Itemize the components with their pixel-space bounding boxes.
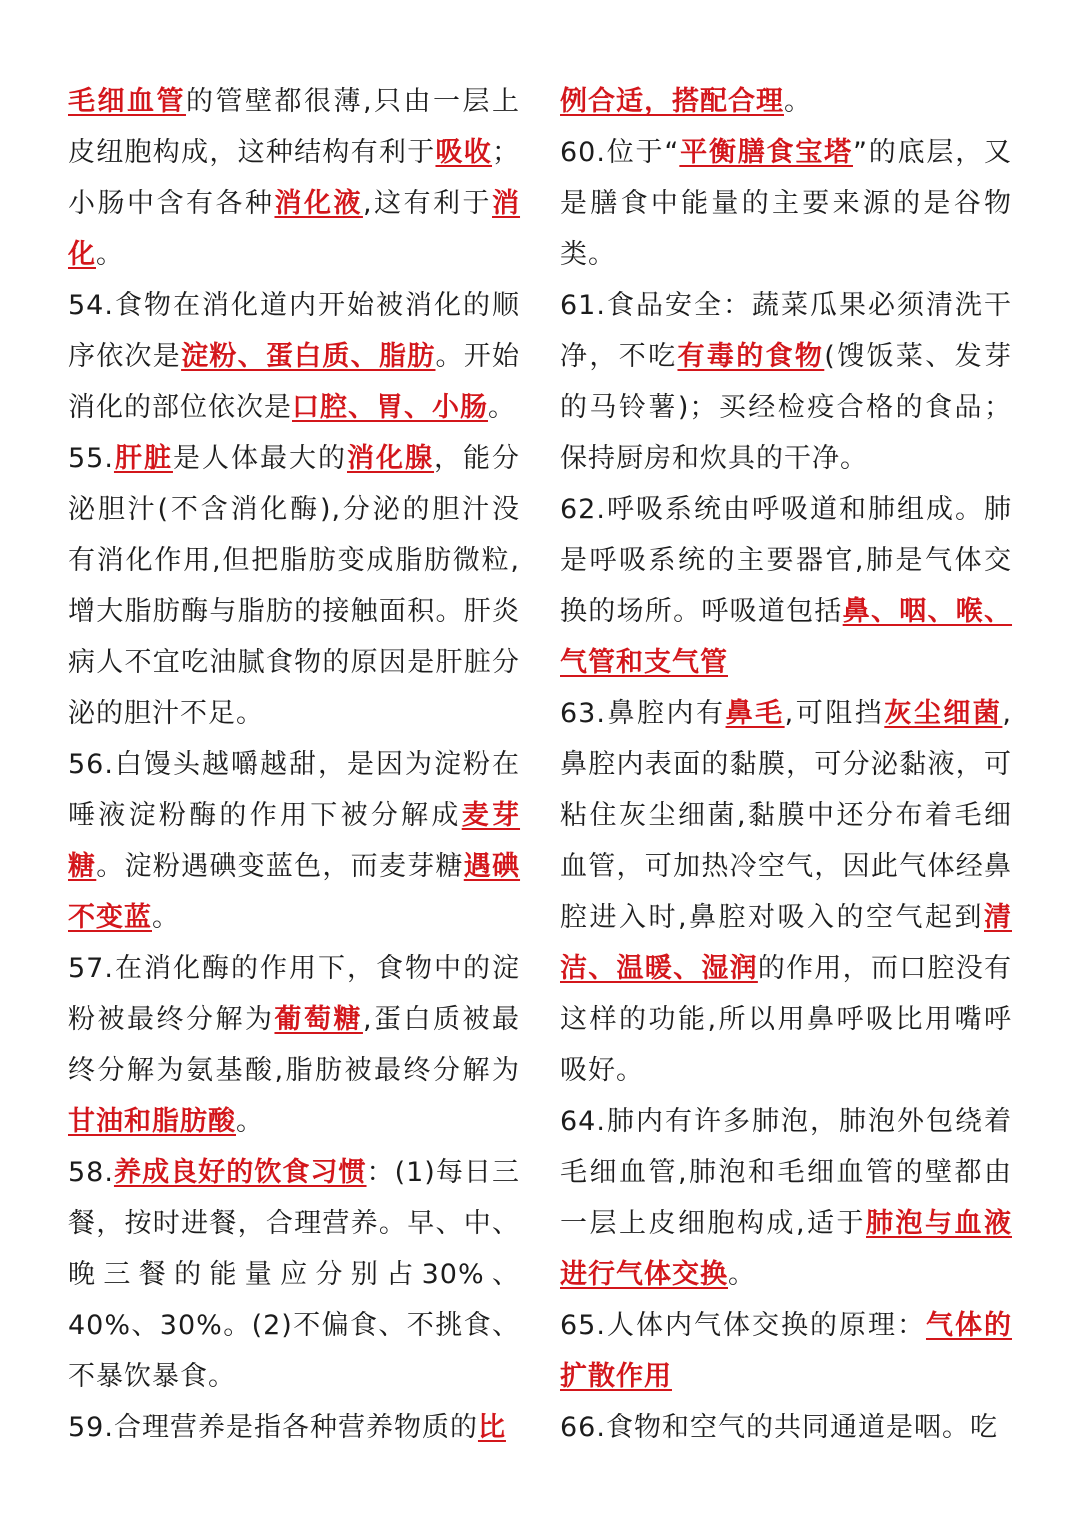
body-text: 。	[152, 902, 180, 933]
paragraph	[560, 280, 1012, 484]
body-text: 57.在消化酶的作用下，食物中的淀粉被最终分解为	[68, 953, 520, 1035]
body-text: 。	[236, 1106, 264, 1137]
body-text: ：(1)每日三餐，按时进餐，合理营养。早、中、晚三餐的能量应分别占30%、40%、30%。(2)不偏食、不挑食、不暴饮暴食。	[68, 1157, 521, 1392]
body-text: 56.白馒头越嚼越甜，是因为淀粉在唾液淀粉酶的作用下被分解成	[68, 749, 520, 831]
body-text: ，能分泌胆汁(不含消化酶),分泌的胆汁没有消化作用,但把脂肪变成脂肪微粒,增大脂肪酶与脂肪的接触面积。肝炎病人不宜吃油腻食物的原因是肝脏分泌的胆汁不足。	[68, 443, 521, 729]
paragraph	[560, 688, 1012, 1096]
paragraph	[68, 433, 520, 739]
highlighted-term: 有毒的食物	[677, 341, 825, 372]
body-text: ,鼻腔内表面的黏膜，可分泌黏液，可粘住灰尘细菌,黏膜中还分布着毛细血管，可加热冷空气，因此气体经鼻腔进入时,鼻腔对吸入的空气起到	[560, 698, 1013, 933]
body-text: 60.位于“	[560, 137, 680, 168]
highlighted-term: 清洁、温暖、湿润	[560, 902, 1012, 984]
paragraph	[560, 1096, 1012, 1300]
body-text: 的管壁都很薄,只由一层上皮纽胞构成，这种结构有利于	[68, 86, 520, 168]
body-text: 55.	[68, 443, 114, 474]
body-text: 62.呼吸系统由呼吸道和肺组成。肺是呼吸系统的主要器官,肺是气体交换的场所。呼吸道包括	[560, 494, 1012, 627]
highlighted-term: 例合适，搭配合理	[560, 86, 784, 117]
highlighted-term: 消化液	[274, 188, 363, 219]
body-text: 。	[488, 392, 516, 423]
highlighted-term: 麦芽糖	[68, 800, 521, 882]
body-text: ；小肠中含有各种	[68, 137, 521, 219]
highlighted-term: 口腔、胃、小肠	[292, 392, 488, 423]
left-column	[68, 76, 520, 1527]
body-text: (馊饭菜、发芽的马铃薯)；买经检疫合格的食品；保持厨房和炊具的干净。	[560, 341, 1013, 474]
highlighted-term: 甘油和脂肪酸	[68, 1106, 236, 1137]
body-text: ,可阻挡	[784, 698, 885, 729]
body-text: 66.食物和空气的共同通道是咽。吃	[560, 1412, 998, 1443]
highlighted-term: 吸收	[435, 137, 493, 168]
paragraph	[68, 943, 520, 1147]
highlighted-term: 鼻毛	[725, 698, 785, 729]
paragraph	[560, 1402, 1012, 1453]
highlighted-term: 消化	[68, 188, 521, 270]
body-text: 。开始消化的部位依次是	[68, 341, 521, 423]
highlighted-term: 淀粉、蛋白质、脂肪	[181, 341, 436, 372]
highlighted-term: 消化腺	[347, 443, 435, 474]
paragraph	[68, 76, 520, 280]
paragraph	[560, 1300, 1012, 1402]
body-text: 。	[784, 86, 812, 117]
highlighted-term: 肝脏	[113, 443, 173, 474]
highlighted-term: 遇碘不变蓝	[68, 851, 521, 933]
paragraph	[68, 739, 520, 943]
body-text: 59.合理营养是指各种营养物质的	[68, 1412, 478, 1443]
paragraph	[560, 484, 1012, 688]
highlighted-term: 肺泡与血液进行气体交换	[560, 1208, 1012, 1290]
paragraph	[560, 127, 1012, 280]
highlighted-term: 毛细血管	[68, 86, 186, 117]
body-text: 54.食物在消化道内开始被消化的顺序依次是	[68, 290, 520, 372]
body-text: 。淀粉遇碘变蓝色，而麦芽糖	[96, 851, 464, 882]
body-text: 61.食品安全：蔬菜瓜果必须清洗干净，不吃	[560, 290, 1012, 372]
paragraph	[560, 76, 1012, 127]
paragraph	[68, 1402, 520, 1453]
body-text: ,这有利于	[362, 188, 493, 219]
body-text: 。	[96, 239, 124, 270]
highlighted-term: 比	[477, 1412, 506, 1443]
body-text: 58.	[68, 1157, 114, 1188]
highlighted-term: 养成良好的饮食习惯	[113, 1157, 367, 1188]
body-text: 是人体最大的	[172, 443, 347, 474]
highlighted-term: 鼻、咽、喉、气管和支气管	[560, 596, 1013, 678]
right-column	[560, 76, 1012, 1527]
body-text: 。	[728, 1259, 756, 1290]
paragraph	[68, 280, 520, 433]
body-text: ”的底层，又是膳食中能量的主要来源的是谷物类。	[560, 137, 1012, 270]
paragraph	[68, 1147, 520, 1402]
body-text: ,蛋白质被最终分解为氨基酸,脂肪被最终分解为	[68, 1004, 521, 1086]
highlighted-term: 葡萄糖	[274, 1004, 363, 1035]
highlighted-term: 气体的扩散作用	[560, 1310, 1012, 1392]
body-text: 63.鼻腔内有	[560, 698, 726, 729]
highlighted-term: 灰尘细菌	[884, 698, 1003, 729]
body-text: 的作用，而口腔没有这样的功能,所以用鼻呼吸比用嘴呼吸好。	[560, 953, 1013, 1086]
highlighted-term: 平衡膳食宝塔	[679, 137, 853, 168]
body-text: 65.人体内气体交换的原理：	[560, 1310, 926, 1341]
body-text: 64.肺内有许多肺泡，肺泡外包绕着毛细血管,肺泡和毛细血管的壁都由一层上皮细胞构成,适于	[560, 1106, 1012, 1239]
